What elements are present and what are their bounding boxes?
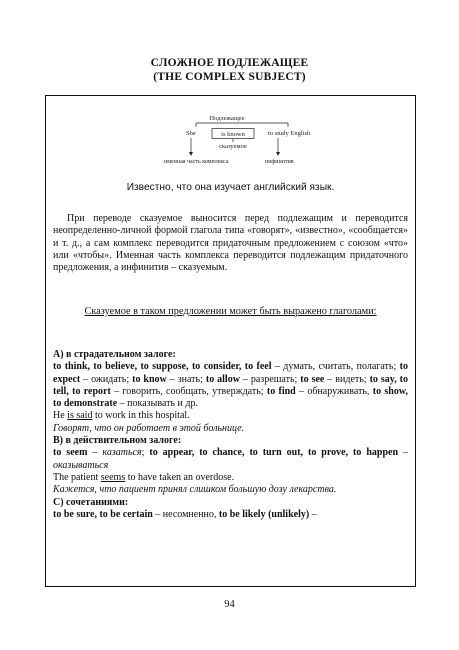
diagram-word-she: She (186, 130, 196, 137)
section-heading: Сказуемое в таком предложении может быть выражено глаголами: (84, 306, 377, 317)
diagram-word-to-study: to study English (268, 130, 311, 137)
complex-subject-diagram (46, 96, 415, 176)
infinitive-arrow-head (276, 152, 280, 156)
section-c-title: С) сочетаниями: (53, 496, 129, 508)
diagram-infinitive-label: инфинитив (265, 159, 294, 165)
section-b-title: В) в действительном залоге: (53, 435, 182, 447)
section-b-translation: Кажется, что пациент принял слишком большую дозу лекарства. (53, 484, 337, 496)
section-a-text: to think, to believe, to suppose, to consider, to feel – думать, считать, полагать; to expect – ожидать; to know – знать; to allow – разрешать; to see – видеть; to say, to tell, to report – говорить, сообщать, утверждать; to find – обнаруживать, to show, to demonstrate – показывать и др. (53, 361, 409, 410)
section-a-title: А) в страдательном залоге: (53, 349, 176, 360)
section-a-example: He is said to work in this hospital. (53, 410, 190, 422)
diagram-predicate-label: сказуемое (219, 143, 247, 150)
section-b-example: The patient seems to have taken an overdose. (53, 471, 235, 483)
section-c-text: to be sure, to be certain – несомненно, to be likely (unlikely) – (53, 508, 317, 520)
diagram-nominal-label: именная часть комплекса (164, 159, 229, 165)
explanation-paragraph: При переводе сказуемое выносится перед подлежащим и переводится неопределенно-личной формой глагола типа «говорят», «известно», «сообщается» и т. д., а сам комплекс переводится придаточным предложением с союзом «что» или «чтобы». Именная часть комплекса переводится подлежащим придаточного предложения, а инфинитив – сказуемым. (53, 213, 408, 274)
page-title: СЛОЖНОЕ ПОДЛЕЖАЩЕЕ (150, 57, 309, 69)
example-translation: Известно, что она изучает английский язык. (126, 182, 335, 193)
page-number: 94 (224, 599, 235, 610)
verb-list (53, 349, 408, 521)
diagram-word-is-known: is known (221, 131, 245, 138)
content-frame (45, 95, 416, 587)
section-a-translation: Говорят, что он работает в этой больнице. (53, 422, 245, 434)
page-subtitle: (THE COMPLEX SUBJECT) (153, 71, 306, 83)
nominal-arrow-head (189, 152, 193, 156)
section-b-text: to seem – казаться; to appear, to chance, to turn out, to prove, to happen – оказываться (53, 447, 409, 471)
diagram-top-label: Подлежащее (209, 115, 245, 122)
subject-bracket (196, 123, 288, 127)
